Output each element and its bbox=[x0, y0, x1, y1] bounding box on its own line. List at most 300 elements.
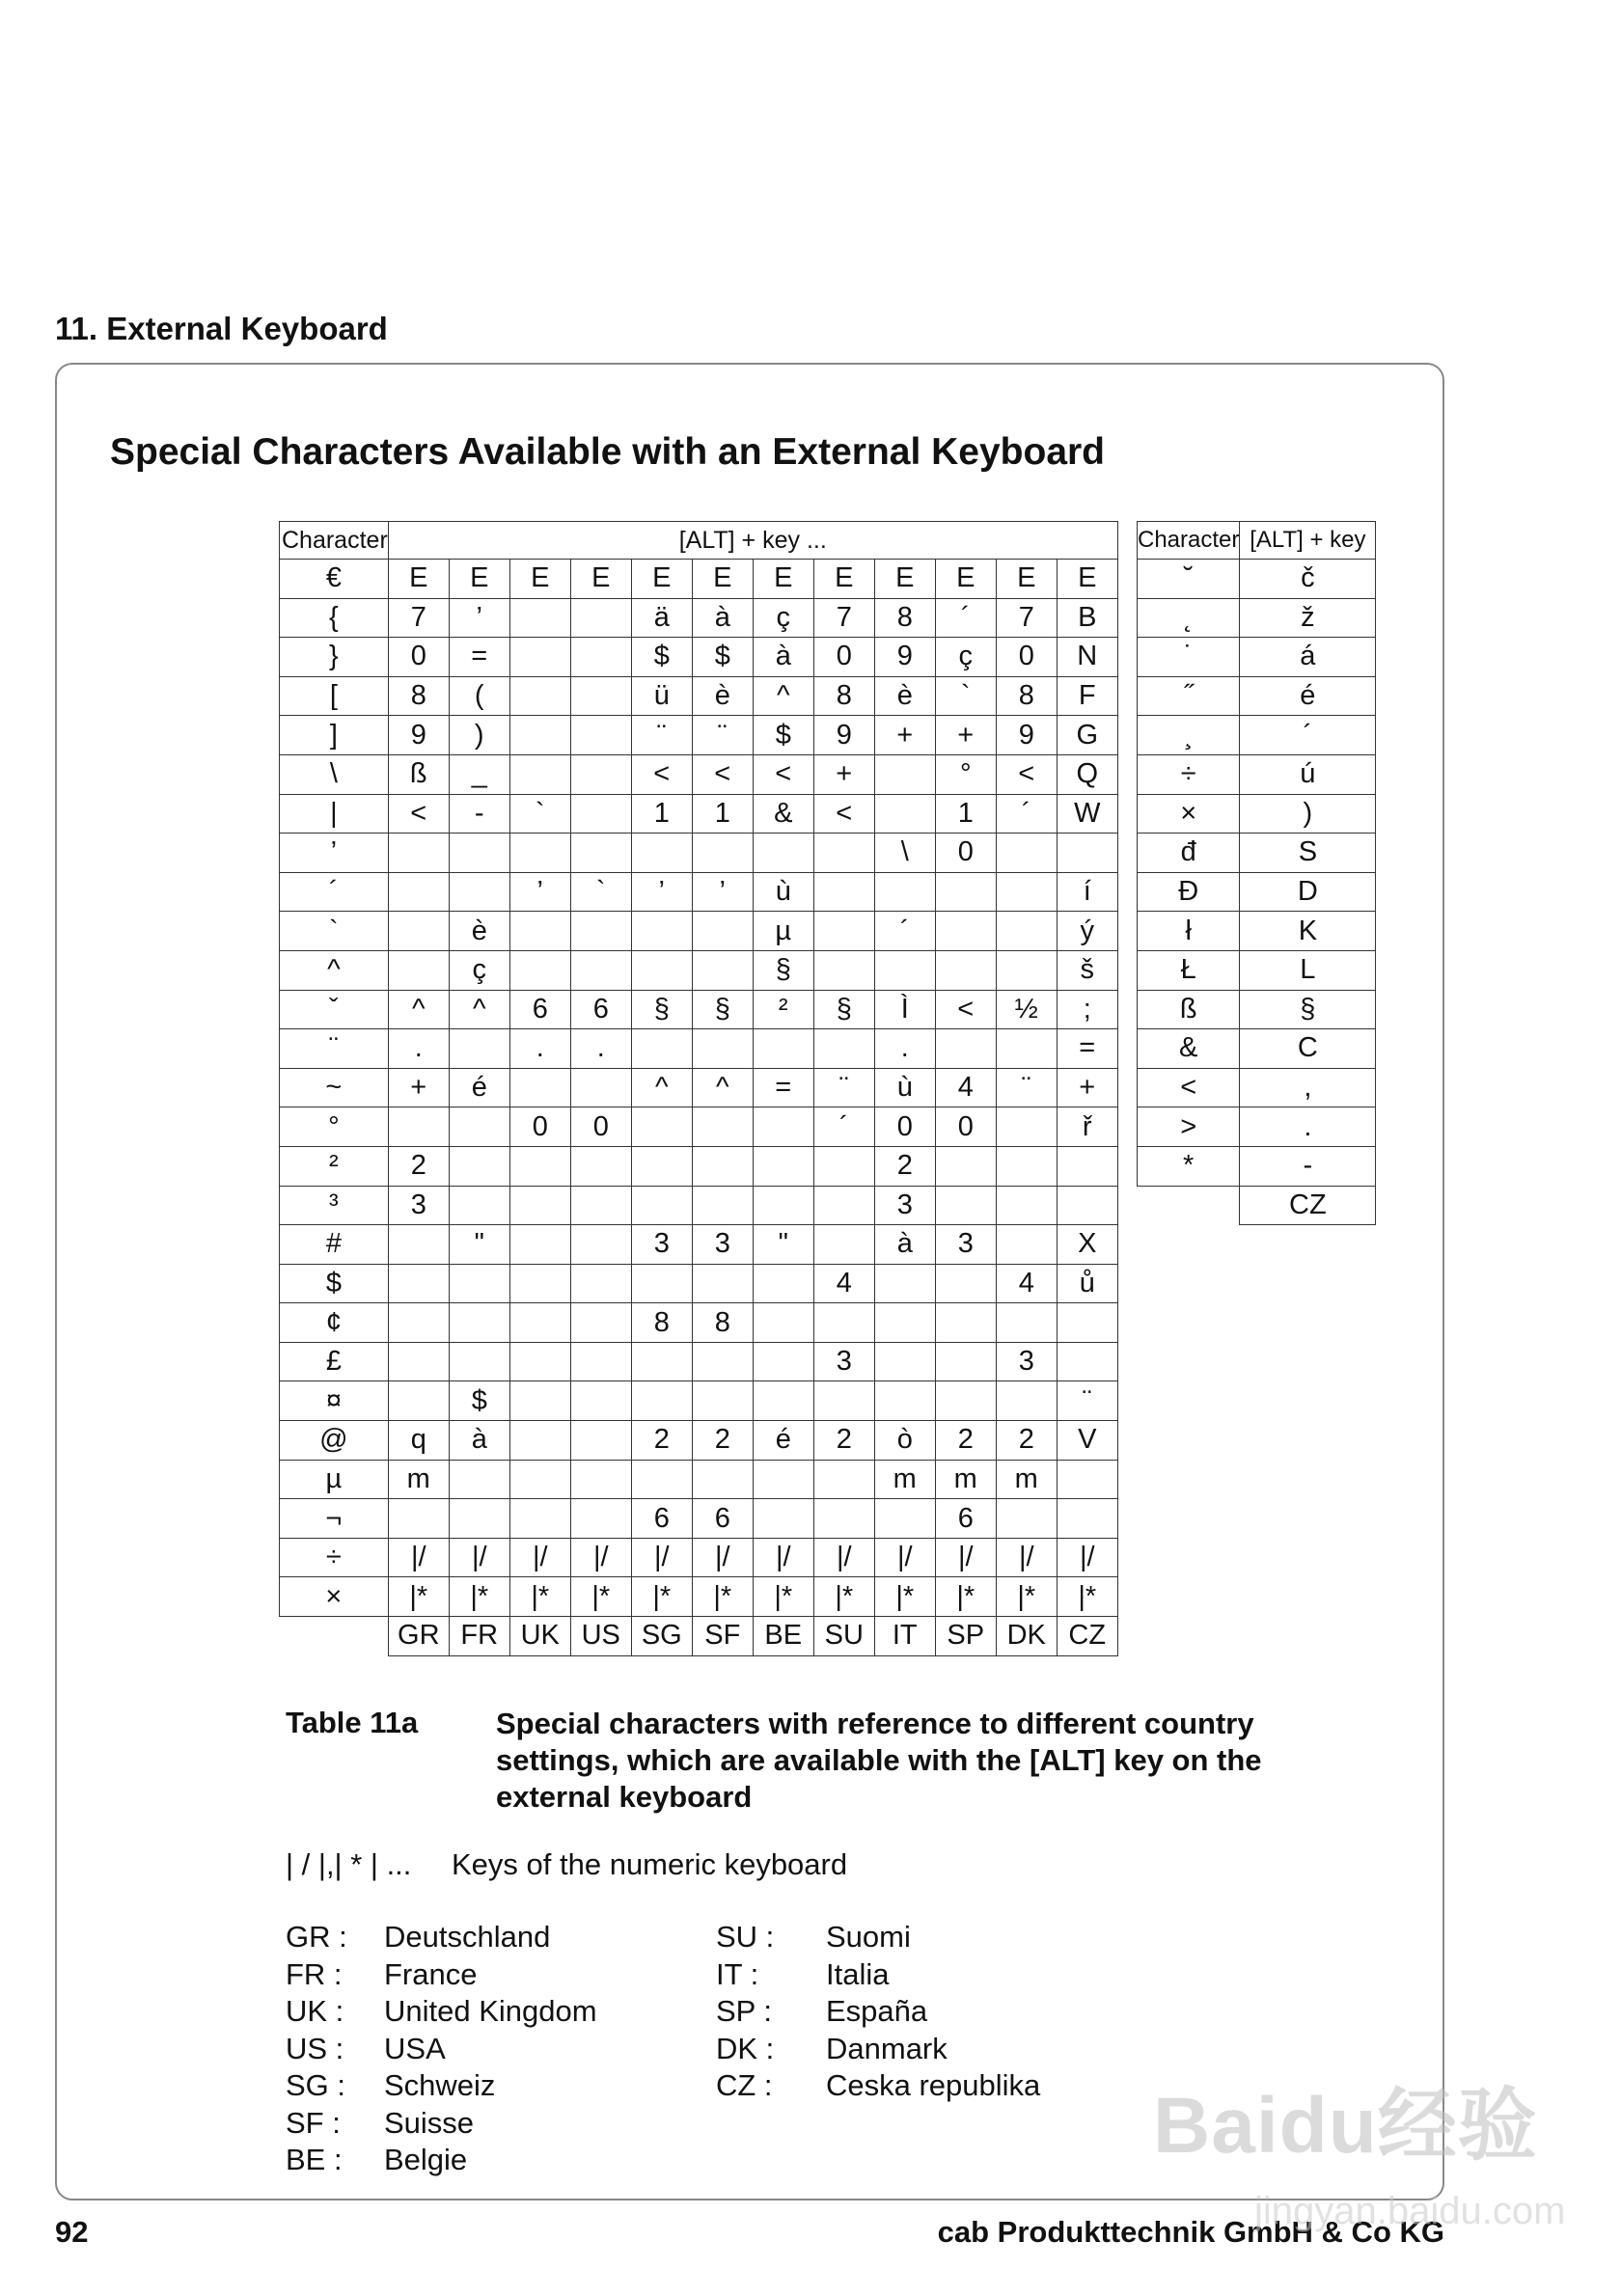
key-cell: ü bbox=[631, 676, 692, 716]
key-cell: 2 bbox=[692, 1421, 753, 1461]
key-cell bbox=[631, 1381, 692, 1421]
company-name: cab Produkttechnik GmbH & Co KG bbox=[937, 2215, 1444, 2249]
side-table-row bbox=[1138, 598, 1376, 638]
key-cell bbox=[388, 1499, 449, 1539]
key-cell bbox=[753, 1264, 813, 1303]
key-cell bbox=[631, 1107, 692, 1147]
legend-code: DK : bbox=[716, 2031, 775, 2065]
table-row bbox=[280, 676, 1118, 716]
key-cell: < bbox=[753, 754, 813, 794]
key-cell: ) bbox=[449, 716, 509, 755]
key-cell: 0 bbox=[388, 638, 449, 677]
key-cell bbox=[509, 676, 570, 716]
legend-entry bbox=[286, 2143, 597, 2180]
blank-cell bbox=[1138, 1186, 1240, 1225]
key-cell: E bbox=[631, 560, 692, 599]
key-cell: 6 bbox=[935, 1499, 996, 1539]
key-cell bbox=[935, 950, 996, 990]
character-cell: # bbox=[280, 1225, 389, 1265]
table-row bbox=[280, 1342, 1118, 1381]
key-cell bbox=[874, 1303, 935, 1343]
key-cell: § bbox=[753, 950, 813, 990]
table-row bbox=[280, 1460, 1118, 1499]
key-cell bbox=[813, 1029, 874, 1069]
key-cell: $ bbox=[449, 1381, 509, 1421]
key-cell bbox=[813, 1303, 874, 1343]
key-cell: 0 bbox=[935, 834, 996, 873]
key-cell: ² bbox=[753, 990, 813, 1029]
character-cell: ` bbox=[280, 912, 389, 951]
legend-entry bbox=[286, 2032, 597, 2069]
legend-code: US : bbox=[286, 2031, 344, 2065]
country-code-cell: US bbox=[570, 1617, 631, 1656]
key-cell bbox=[449, 1499, 509, 1539]
key-cell: q bbox=[388, 1421, 449, 1461]
character-cell: ~ bbox=[280, 1068, 389, 1107]
key-cell: 3 bbox=[996, 1342, 1057, 1381]
key-cell bbox=[692, 1107, 753, 1147]
key-cell: Ì bbox=[874, 990, 935, 1029]
key-cell bbox=[388, 1342, 449, 1381]
legend-code: CZ : bbox=[716, 2068, 773, 2102]
key-cell bbox=[692, 950, 753, 990]
key-cell bbox=[996, 1499, 1057, 1539]
character-cell: ¤ bbox=[280, 1381, 389, 1421]
side-key-cell: é bbox=[1240, 676, 1376, 716]
key-cell: 9 bbox=[996, 716, 1057, 755]
table-row bbox=[280, 598, 1118, 638]
side-key-cell: ú bbox=[1240, 754, 1376, 794]
legend-country-name: Belgie bbox=[384, 2143, 468, 2176]
header-alt-key: [ALT] + key ... bbox=[388, 522, 1117, 560]
key-cell: ` bbox=[935, 676, 996, 716]
key-cell: ¨ bbox=[631, 716, 692, 755]
side-table-row bbox=[1138, 754, 1376, 794]
key-cell bbox=[813, 1381, 874, 1421]
country-code-cell: FR bbox=[449, 1617, 509, 1656]
side-key-cell: § bbox=[1240, 990, 1376, 1029]
key-cell bbox=[874, 1264, 935, 1303]
side-table-row bbox=[1138, 1146, 1376, 1186]
key-cell: = bbox=[449, 638, 509, 677]
key-cell bbox=[935, 1146, 996, 1186]
key-cell: è bbox=[449, 912, 509, 951]
side-country-row bbox=[1138, 1186, 1376, 1225]
key-cell: |* bbox=[449, 1577, 509, 1617]
table-row bbox=[280, 912, 1118, 951]
key-cell: 3 bbox=[813, 1342, 874, 1381]
legend-country-name: Deutschland bbox=[384, 1920, 551, 1954]
key-cell: ä bbox=[631, 598, 692, 638]
legend-entry bbox=[716, 2032, 1040, 2069]
key-cell: |* bbox=[388, 1577, 449, 1617]
key-cell bbox=[631, 1029, 692, 1069]
side-key-cell: ž bbox=[1240, 598, 1376, 638]
side-table-row bbox=[1138, 990, 1376, 1029]
key-cell bbox=[935, 1186, 996, 1225]
legend-entry bbox=[716, 1994, 1040, 2032]
side-character-cell: > bbox=[1138, 1107, 1240, 1147]
key-cell bbox=[509, 754, 570, 794]
key-cell bbox=[935, 1303, 996, 1343]
key-cell bbox=[570, 716, 631, 755]
legend-country-name: Schweiz bbox=[384, 2068, 496, 2102]
key-cell: E bbox=[388, 560, 449, 599]
character-cell: } bbox=[280, 638, 389, 677]
side-character-cell: ł bbox=[1138, 912, 1240, 951]
key-cell: |/ bbox=[631, 1538, 692, 1577]
side-table-row bbox=[1138, 716, 1376, 755]
key-cell: E bbox=[935, 560, 996, 599]
key-cell bbox=[935, 1029, 996, 1069]
key-cell: é bbox=[449, 1068, 509, 1107]
side-header-key: [ALT] + key bbox=[1240, 522, 1376, 560]
side-key-cell: . bbox=[1240, 1107, 1376, 1147]
key-cell: 2 bbox=[874, 1146, 935, 1186]
key-cell bbox=[935, 1342, 996, 1381]
key-cell bbox=[388, 1107, 449, 1147]
page-number: 92 bbox=[55, 2215, 89, 2249]
key-cell: § bbox=[813, 990, 874, 1029]
side-key-cell: S bbox=[1240, 834, 1376, 873]
country-code-cell: DK bbox=[996, 1617, 1057, 1656]
side-table-row bbox=[1138, 950, 1376, 990]
legend-entry bbox=[286, 2106, 597, 2144]
key-cell: V bbox=[1057, 1421, 1117, 1461]
character-cell: ° bbox=[280, 1107, 389, 1147]
key-cell bbox=[874, 950, 935, 990]
character-cell: ³ bbox=[280, 1186, 389, 1225]
key-cell bbox=[509, 1421, 570, 1461]
side-country-cell: CZ bbox=[1240, 1186, 1376, 1225]
key-cell bbox=[631, 1342, 692, 1381]
key-cell bbox=[813, 1186, 874, 1225]
key-cell: Q bbox=[1057, 754, 1117, 794]
key-cell: W bbox=[1057, 794, 1117, 834]
legend-code: SP : bbox=[716, 1994, 773, 2028]
key-cell: 6 bbox=[509, 990, 570, 1029]
key-cell: |* bbox=[692, 1577, 753, 1617]
key-cell bbox=[631, 1186, 692, 1225]
table-caption-label: Table 11a bbox=[286, 1706, 419, 1739]
legend-country-name: Suisse bbox=[384, 2105, 475, 2140]
key-cell: - bbox=[449, 794, 509, 834]
key-cell: |* bbox=[996, 1577, 1057, 1617]
table-header-row bbox=[280, 522, 1118, 560]
table-caption-text: Special characters with reference to different country settings, which are available with the [ALT] key on the external keyboard bbox=[496, 1707, 1262, 1814]
key-cell: 8 bbox=[631, 1303, 692, 1343]
key-cell bbox=[570, 1499, 631, 1539]
key-cell: E bbox=[509, 560, 570, 599]
key-cell bbox=[570, 1460, 631, 1499]
legend-code: SU : bbox=[716, 1920, 775, 1954]
character-cell: ÷ bbox=[280, 1538, 389, 1577]
table-row bbox=[280, 990, 1118, 1029]
key-cell bbox=[509, 598, 570, 638]
key-cell bbox=[570, 950, 631, 990]
side-table-row bbox=[1138, 872, 1376, 912]
key-cell bbox=[449, 1107, 509, 1147]
key-cell: 8 bbox=[874, 598, 935, 638]
character-cell: | bbox=[280, 794, 389, 834]
key-cell bbox=[753, 1303, 813, 1343]
key-cell: |* bbox=[631, 1577, 692, 1617]
country-code-cell: SG bbox=[631, 1617, 692, 1656]
character-cell: ¢ bbox=[280, 1303, 389, 1343]
key-cell: ; bbox=[1057, 990, 1117, 1029]
key-cell: 1 bbox=[935, 794, 996, 834]
key-cell bbox=[509, 1499, 570, 1539]
key-cell bbox=[449, 1029, 509, 1069]
key-cell: ^ bbox=[631, 1068, 692, 1107]
side-key-cell: , bbox=[1240, 1068, 1376, 1107]
side-key-cell: č bbox=[1240, 560, 1376, 599]
key-cell bbox=[996, 872, 1057, 912]
side-character-cell: * bbox=[1138, 1146, 1240, 1186]
key-cell: à bbox=[753, 638, 813, 677]
key-cell: X bbox=[1057, 1225, 1117, 1265]
key-cell: ò bbox=[874, 1421, 935, 1461]
key-cell bbox=[570, 1421, 631, 1461]
key-cell: 3 bbox=[935, 1225, 996, 1265]
legend-entry bbox=[286, 1957, 597, 1995]
side-header-row bbox=[1138, 522, 1376, 560]
table-row bbox=[280, 1499, 1118, 1539]
character-cell: ˇ bbox=[280, 990, 389, 1029]
key-cell bbox=[996, 1029, 1057, 1069]
character-cell: ^ bbox=[280, 950, 389, 990]
key-cell bbox=[1057, 1342, 1117, 1381]
legend-code: FR : bbox=[286, 1956, 343, 1991]
key-cell: 0 bbox=[935, 1107, 996, 1147]
section-heading: 11. External Keyboard bbox=[55, 311, 388, 346]
key-cell: ’ bbox=[692, 872, 753, 912]
key-cell bbox=[753, 1499, 813, 1539]
key-cell: à bbox=[449, 1421, 509, 1461]
key-cell bbox=[692, 834, 753, 873]
key-cell bbox=[874, 1342, 935, 1381]
key-cell: " bbox=[449, 1225, 509, 1265]
key-cell: ç bbox=[935, 638, 996, 677]
key-cell bbox=[449, 1146, 509, 1186]
key-cell: . bbox=[874, 1029, 935, 1069]
table-row bbox=[280, 1381, 1118, 1421]
legend-country-name: España bbox=[826, 1994, 928, 2028]
key-cell bbox=[813, 1225, 874, 1265]
key-cell: µ bbox=[753, 912, 813, 951]
key-cell: 0 bbox=[874, 1107, 935, 1147]
key-cell: 3 bbox=[388, 1186, 449, 1225]
key-cell: < bbox=[388, 794, 449, 834]
side-character-cell: ˙ bbox=[1138, 638, 1240, 677]
key-cell: ^ bbox=[753, 676, 813, 716]
key-cell bbox=[570, 676, 631, 716]
key-cell: š bbox=[1057, 950, 1117, 990]
key-cell bbox=[996, 834, 1057, 873]
key-cell bbox=[753, 1186, 813, 1225]
character-cell: ¨ bbox=[280, 1029, 389, 1069]
key-cell: ° bbox=[935, 754, 996, 794]
key-cell bbox=[753, 834, 813, 873]
key-cell bbox=[570, 1381, 631, 1421]
key-cell: m bbox=[874, 1460, 935, 1499]
key-cell bbox=[996, 1303, 1057, 1343]
key-cell: & bbox=[753, 794, 813, 834]
side-character-cell: ß bbox=[1138, 990, 1240, 1029]
key-cell: E bbox=[996, 560, 1057, 599]
key-cell: |/ bbox=[509, 1538, 570, 1577]
key-cell: 8 bbox=[692, 1303, 753, 1343]
table-row bbox=[280, 1577, 1118, 1617]
key-cell: |* bbox=[509, 1577, 570, 1617]
numpad-keys-note: Keys of the numeric keyboard bbox=[452, 1847, 848, 1881]
key-cell: 0 bbox=[996, 638, 1057, 677]
key-cell bbox=[874, 872, 935, 912]
key-cell: 8 bbox=[388, 676, 449, 716]
key-cell bbox=[935, 1381, 996, 1421]
country-code-cell: IT bbox=[874, 1617, 935, 1656]
key-cell bbox=[631, 912, 692, 951]
key-cell: E bbox=[813, 560, 874, 599]
key-cell: < bbox=[935, 990, 996, 1029]
key-cell: = bbox=[1057, 1029, 1117, 1069]
table-row bbox=[280, 1421, 1118, 1461]
legend-code: UK : bbox=[286, 1994, 344, 2028]
key-cell: E bbox=[753, 560, 813, 599]
side-key-cell: - bbox=[1240, 1146, 1376, 1186]
key-cell: ç bbox=[449, 950, 509, 990]
key-cell: . bbox=[570, 1029, 631, 1069]
key-cell: E bbox=[692, 560, 753, 599]
key-cell bbox=[388, 1381, 449, 1421]
legend-code: SF : bbox=[286, 2105, 341, 2140]
side-table-row bbox=[1138, 638, 1376, 677]
key-cell: ù bbox=[753, 872, 813, 912]
legend-entry bbox=[286, 2068, 597, 2106]
side-character-cell: ˝ bbox=[1138, 676, 1240, 716]
key-cell: ß bbox=[388, 754, 449, 794]
key-cell bbox=[449, 1342, 509, 1381]
country-code-cell: CZ bbox=[1057, 1617, 1117, 1656]
legend-entry bbox=[716, 1920, 1040, 1957]
key-cell: 2 bbox=[935, 1421, 996, 1461]
key-cell bbox=[935, 912, 996, 951]
country-legend-left bbox=[286, 1920, 597, 2180]
key-cell: |* bbox=[753, 1577, 813, 1617]
key-cell: í bbox=[1057, 872, 1117, 912]
key-cell bbox=[874, 1499, 935, 1539]
legend-entry bbox=[716, 2068, 1040, 2106]
key-cell bbox=[509, 638, 570, 677]
key-cell: 4 bbox=[935, 1068, 996, 1107]
numpad-keys-label: | / |,| * | ... bbox=[286, 1847, 412, 1881]
key-cell: |/ bbox=[388, 1538, 449, 1577]
key-cell: ´ bbox=[935, 598, 996, 638]
key-cell: é bbox=[753, 1421, 813, 1461]
key-cell bbox=[570, 1225, 631, 1265]
side-table-row bbox=[1138, 1029, 1376, 1069]
key-cell: 7 bbox=[388, 598, 449, 638]
key-cell bbox=[692, 1029, 753, 1069]
character-cell: [ bbox=[280, 676, 389, 716]
key-cell: E bbox=[874, 560, 935, 599]
key-cell bbox=[388, 912, 449, 951]
table-row bbox=[280, 1225, 1118, 1265]
legend-entry bbox=[286, 1920, 597, 1957]
key-cell bbox=[753, 1107, 813, 1147]
key-cell: 6 bbox=[570, 990, 631, 1029]
key-cell bbox=[692, 1381, 753, 1421]
table-row bbox=[280, 872, 1118, 912]
key-cell bbox=[631, 950, 692, 990]
key-cell: E bbox=[570, 560, 631, 599]
character-cell: ] bbox=[280, 716, 389, 755]
key-cell bbox=[570, 638, 631, 677]
key-cell: 9 bbox=[813, 716, 874, 755]
key-cell: ů bbox=[1057, 1264, 1117, 1303]
side-character-cell: ˛ bbox=[1138, 598, 1240, 638]
side-key-cell: ) bbox=[1240, 794, 1376, 834]
key-cell bbox=[570, 754, 631, 794]
key-cell: ` bbox=[570, 872, 631, 912]
key-cell: |/ bbox=[570, 1538, 631, 1577]
side-key-cell: C bbox=[1240, 1029, 1376, 1069]
key-cell bbox=[813, 872, 874, 912]
table-row bbox=[280, 560, 1118, 599]
key-cell: ^ bbox=[449, 990, 509, 1029]
key-cell: + bbox=[874, 716, 935, 755]
key-cell bbox=[692, 912, 753, 951]
side-key-cell: L bbox=[1240, 950, 1376, 990]
key-cell bbox=[935, 1264, 996, 1303]
key-cell bbox=[753, 1342, 813, 1381]
country-row bbox=[280, 1617, 1118, 1656]
key-cell: ´ bbox=[874, 912, 935, 951]
key-cell bbox=[509, 1460, 570, 1499]
key-cell bbox=[874, 1381, 935, 1421]
key-cell bbox=[570, 912, 631, 951]
country-code-cell: SF bbox=[692, 1617, 753, 1656]
key-cell bbox=[692, 1186, 753, 1225]
header-character: Character bbox=[280, 522, 389, 560]
side-character-cell: ÷ bbox=[1138, 754, 1240, 794]
key-cell bbox=[570, 1186, 631, 1225]
key-cell bbox=[570, 1303, 631, 1343]
key-cell: + bbox=[935, 716, 996, 755]
key-cell: |/ bbox=[935, 1538, 996, 1577]
key-cell bbox=[813, 1460, 874, 1499]
key-cell: < bbox=[813, 794, 874, 834]
character-cell: µ bbox=[280, 1460, 389, 1499]
key-cell: 2 bbox=[996, 1421, 1057, 1461]
key-cell: à bbox=[692, 598, 753, 638]
watermark-url: jingyan.baidu.com bbox=[1254, 2190, 1566, 2232]
key-cell bbox=[388, 834, 449, 873]
key-cell: < bbox=[692, 754, 753, 794]
key-cell bbox=[692, 1342, 753, 1381]
key-cell: < bbox=[996, 754, 1057, 794]
legend-country-name: USA bbox=[384, 2031, 446, 2065]
key-cell bbox=[570, 1264, 631, 1303]
key-cell: |/ bbox=[996, 1538, 1057, 1577]
key-cell: < bbox=[631, 754, 692, 794]
key-cell: ’ bbox=[509, 872, 570, 912]
key-cell bbox=[692, 1460, 753, 1499]
key-cell: 9 bbox=[388, 716, 449, 755]
key-cell bbox=[388, 1264, 449, 1303]
key-cell: 4 bbox=[996, 1264, 1057, 1303]
legend-country-name: United Kingdom bbox=[384, 1994, 597, 2028]
